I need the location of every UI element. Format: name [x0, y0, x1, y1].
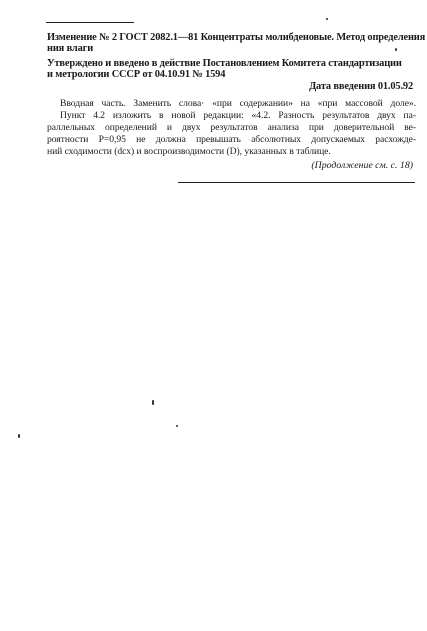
- body-paragraph-line: Пункт 4.2 изложить в новой редакции: «4.2. Разность результатов двух па-: [60, 110, 416, 121]
- speck-mark: [326, 18, 328, 20]
- effective-date: Дата введения 01.05.92: [309, 81, 413, 92]
- amendment-title: Изменение № 2 ГОСТ 2082.1—81 Концентраты молибденовые. Метод определения: [47, 32, 426, 43]
- continuation-note: (Продолжение см. с. 18): [311, 160, 413, 171]
- top-rule: [46, 22, 134, 23]
- body-paragraph-line: Вводная часть. Заменить слова· «при содержании» на «при массовой доле».: [60, 98, 416, 109]
- speck-mark: [18, 434, 20, 438]
- speck-mark: [176, 425, 178, 427]
- body-paragraph-line: роятности P=0,95 не должна превышать абсолютных допускаемых расхожде-: [47, 134, 416, 145]
- speck-mark: [395, 48, 397, 51]
- bottom-rule: [178, 182, 415, 183]
- amendment-title-continued: ния влаги: [47, 43, 94, 54]
- approval-statement: Утверждено и введено в действие Постановлением Комитета стандартизации: [47, 58, 402, 69]
- body-paragraph-line: раллельных определений и двух результатов анализа при доверительной ве-: [47, 122, 416, 133]
- speck-mark: [152, 400, 154, 405]
- body-paragraph-line: ний сходимости (dсх) и воспроизводимости (D), указанных в таблице.: [47, 146, 331, 157]
- approval-statement-continued: и метрологии СССР от 04.10.91 № 1594: [47, 69, 226, 80]
